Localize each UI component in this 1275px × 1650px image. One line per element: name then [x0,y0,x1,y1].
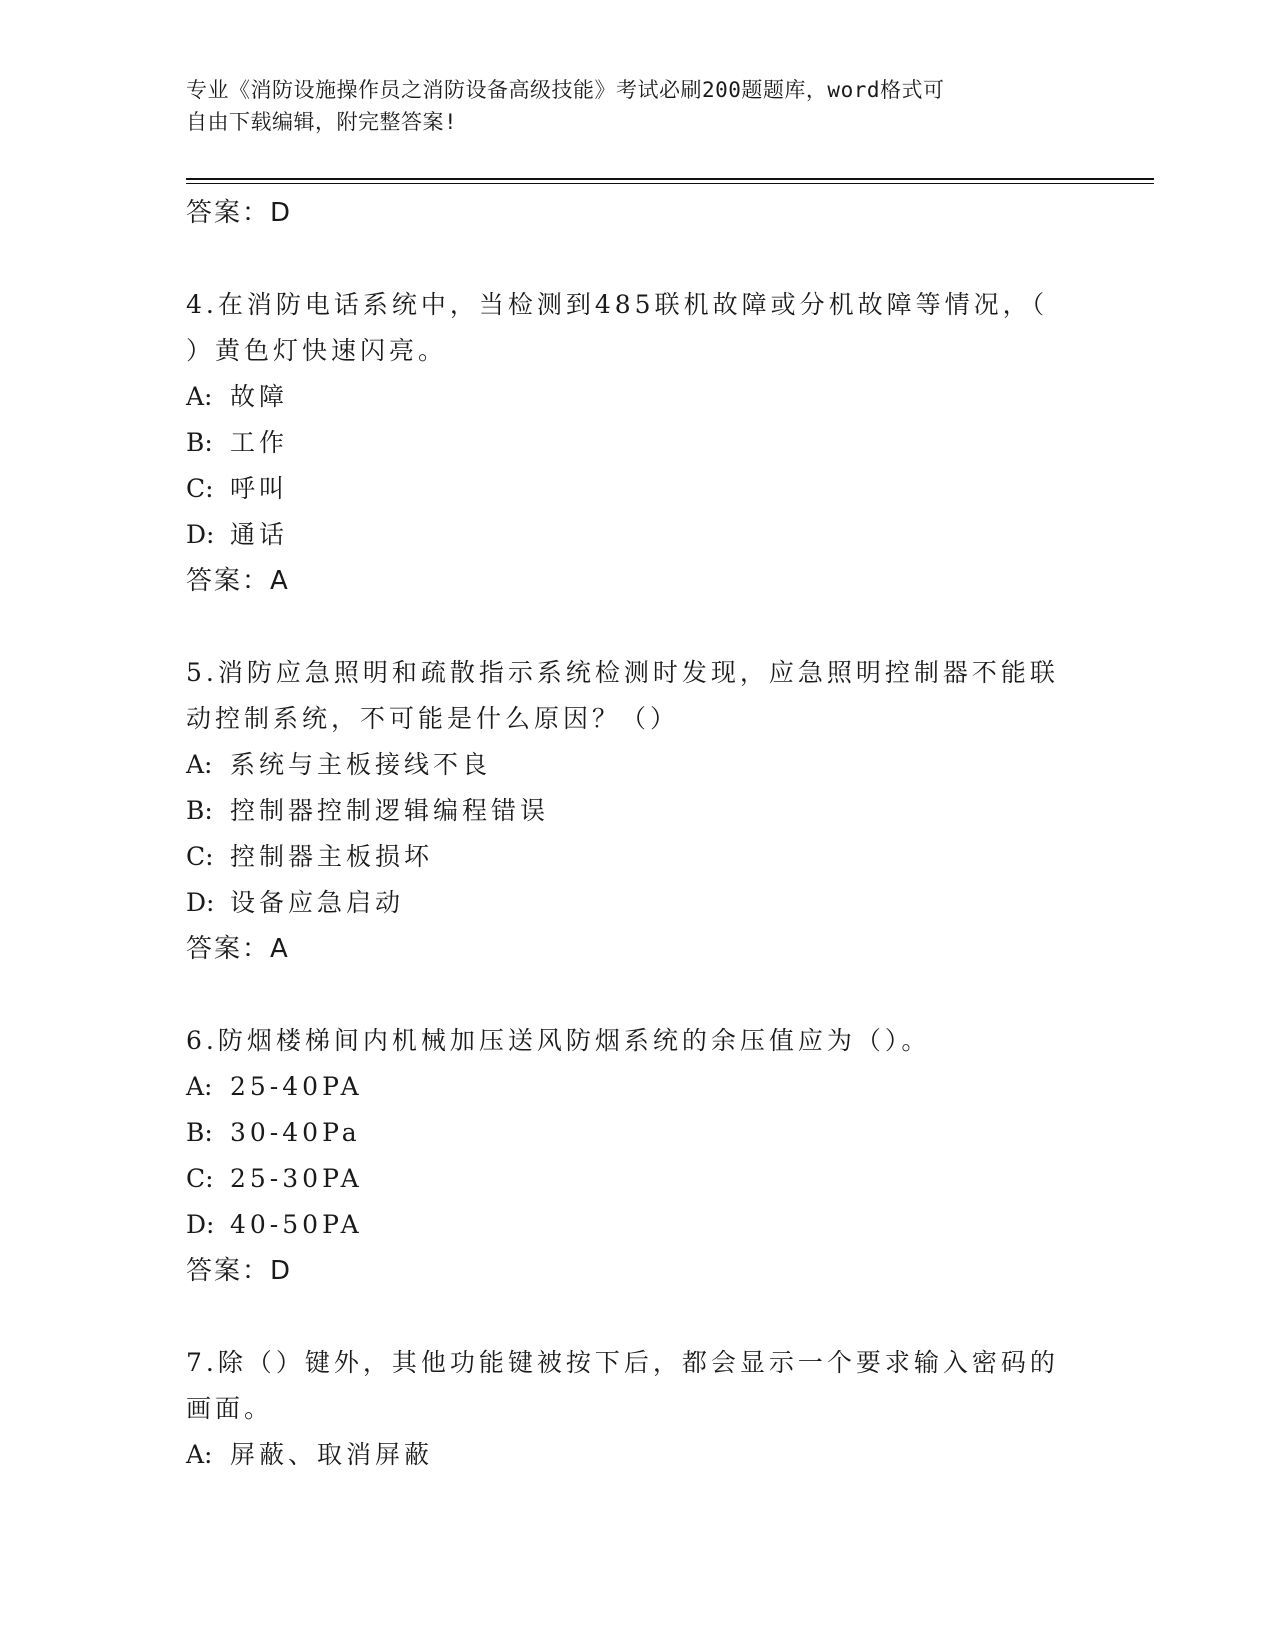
option-letter: A: [186,750,213,779]
option-letter: B: [186,796,213,825]
spacer [186,236,1086,282]
question-block [186,282,1086,604]
option-c [186,1156,1086,1202]
question-block [186,650,1086,972]
option-text: 工作 [230,428,289,457]
header-rule-thin [186,183,1154,184]
option-text: 系统与主板接线不良 [230,750,492,779]
option-b [186,788,1086,834]
option-letter: D: [186,520,215,549]
option-text: 30-40Pa [230,1118,361,1147]
option-d [186,512,1086,558]
option-text: 呼叫 [230,474,289,503]
option-text: 40-50PA [230,1210,363,1239]
option-letter: A: [186,1440,213,1469]
option-letter: B: [186,1118,213,1147]
spacer [186,604,1086,650]
option-a [186,1064,1086,1110]
question-block [186,1340,1086,1478]
option-b [186,420,1086,466]
question-text: ）黄色灯快速闪亮。 [186,336,448,365]
question-text: 画面。 [186,1394,274,1423]
answer-line: 答案：A [186,566,290,596]
option-letter: B: [186,428,213,457]
option-letter: D: [186,888,215,917]
header-line-2: 自由下载编辑，附完整答案! [186,110,458,134]
question-text: 5.消防应急照明和疏散指示系统检测时发现，应急照明控制器不能联 [186,658,1059,687]
option-b [186,1110,1086,1156]
question-block [186,1018,1086,1294]
option-a [186,742,1086,788]
option-text: 25-30PA [230,1164,363,1193]
option-a [186,374,1086,420]
answer-line: 答案：D [186,1256,293,1286]
option-c [186,466,1086,512]
option-d [186,880,1086,926]
option-letter: A: [186,1072,213,1101]
question-text: 6.防烟楼梯间内机械加压送风防烟系统的余压值应为（）。 [186,1026,931,1055]
header-rule [186,178,1154,180]
spacer [186,1294,1086,1340]
option-d [186,1202,1086,1248]
option-text: 通话 [230,520,289,549]
option-text: 设备应急启动 [230,888,405,917]
option-letter: A: [186,382,213,411]
question-text: 动控制系统，不可能是什么原因？（） [186,704,680,733]
option-text: 屏蔽、取消屏蔽 [230,1440,434,1469]
header-line-1: 专业《消防设施操作员之消防设备高级技能》考试必刷200题题库，word格式可 [186,78,945,102]
option-letter: C: [186,842,214,871]
option-text: 控制器控制逻辑编程错误 [230,796,550,825]
question-text: 4.在消防电话系统中，当检测到485联机故障或分机故障等情况，（ [186,290,1049,319]
option-letter: D: [186,1210,215,1239]
question-list [186,190,1086,1478]
document-header [186,74,1066,138]
question-text: 7.除（）键外，其他功能键被按下后，都会显示一个要求输入密码的 [186,1348,1059,1377]
option-text: 故障 [230,382,289,411]
option-c [186,834,1086,880]
spacer [186,972,1086,1018]
answer-line: 答案：A [186,934,290,964]
option-a [186,1432,1086,1478]
option-text: 控制器主板损坏 [230,842,434,871]
option-text: 25-40PA [230,1072,363,1101]
option-letter: C: [186,1164,214,1193]
answer-line: 答案：D [186,198,293,228]
option-letter: C: [186,474,214,503]
